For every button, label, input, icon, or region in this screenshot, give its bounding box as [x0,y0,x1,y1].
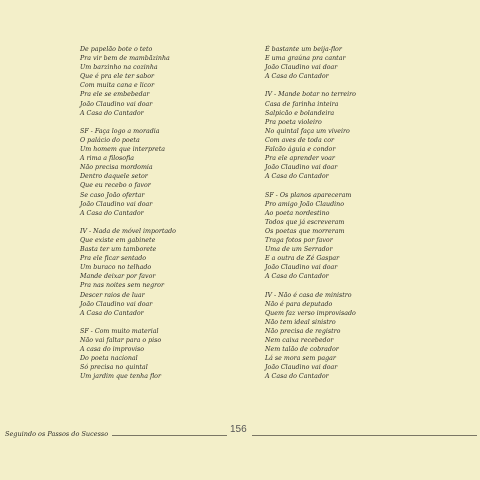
verse-line: Um buraco no telhado [80,264,152,272]
verse-line: Que existe em gabinete [80,236,156,244]
verse-line: A Casa do Cantador [265,173,329,181]
verse-line: João Claudino vai doar [265,164,338,172]
verse-line: Quem faz verso improvisado [265,309,356,317]
page-number: 156 [230,424,247,435]
verse-line: Não precisa de registro [265,327,341,335]
verse-line: A Casa do Cantador [265,73,329,81]
verse-line: Ao poeta nordestino [265,209,330,217]
verse-line: Basta ter um tamborete [80,246,157,254]
verse-line: Um jardim que tenha flor [80,373,161,381]
verse-line: Se caso João ofertar [80,191,145,199]
left-column [80,45,176,391]
footer-divider-right [252,435,477,436]
stanza [80,127,176,218]
verse-line: No quintal faça um viveiro [265,127,350,135]
verse-line: A Casa do Cantador [265,273,329,281]
verse-line: Um homem que interpreta [80,146,165,154]
verse-line: E a outra de Zé Gaspar [265,255,340,263]
verse-line: Descer raios de luar [80,291,145,299]
stanza [265,90,356,181]
verse-line: E uma graúna pra cantar [265,55,346,63]
verse-line: A Casa do Cantador [80,109,144,117]
verse-line: Uma de um Serrador [265,246,333,254]
verse-line: João Claudino vai doar [80,200,153,208]
verse-line: Não vai faltar para o piso [80,337,162,344]
verse-line: IV - Mande botar no terreiro [265,91,356,99]
verse-line: Dentro daquele setor [80,173,148,181]
verse-line: Pra poeta violeiro [265,118,322,126]
verse-line: Não tem ideal sinistro [265,318,336,326]
stanza [80,227,176,318]
verse-line: Pra vir bem de mambãzinha [80,55,170,63]
verse-line: Não é para deputado [265,300,333,308]
verse-line: João Claudino vai doar [265,64,338,72]
verse-line: Lá se mora sem pagar [265,355,336,363]
verse-line: João Claudino vai doar [80,300,153,308]
verse-line: A rima a filosofia [80,155,135,163]
verse-line: O palácio do poeta [80,136,140,144]
verse-line: SF - Faça logo a moradia [80,127,160,135]
verse-line: A Casa do Cantador [80,309,144,317]
verse-line: Que eu recebo o favor [80,182,151,190]
verse-line: Os poetas que morreram [265,227,345,235]
stanza [80,327,176,382]
verse-line: Pra ele se embebedar [80,91,150,99]
verse-line: De papelão bote o teto [80,46,153,53]
verse-line: Que é pra ele ter sabor [80,73,155,81]
verse-line: Nem talão de cobrador [265,346,339,354]
verse-line: Do poeta nacional [80,355,138,363]
verse-line: SF - Os planos apareceram [265,191,352,199]
footer-book-title: Seguindo os Passos do Sucesso [5,430,109,438]
verse-line: Com muita cana e licor [80,82,155,90]
verse-line: A Casa do Cantador [80,209,144,217]
verse-line: IV - Nada de móvel importado [80,227,176,235]
stanza [265,291,356,382]
verse-line: Todos que já escreveram [265,218,345,226]
stanza [265,45,356,81]
verse-line: É bastante um beija-flor [265,46,342,53]
verse-line: Casa de farinha inteira [265,100,339,108]
verse-line: Pra nas noites sem negror [80,282,164,290]
verse-line: Pra ele ficar sentado [80,255,147,263]
verse-line: Mande deixar por favor [80,273,156,281]
verse-line: SF - Com muito material [80,327,159,335]
verse-line: Um barzinho na cozinha [80,64,158,72]
verse-line: Pra ele aprender voar [265,155,335,163]
verse-line: Pro amigo João Claudino [265,200,344,208]
verse-line: Não precisa mordomia [80,164,153,172]
right-column [265,45,356,391]
verse-line: Nem caixa recebedor [265,337,334,344]
verse-line: A casa do improviso [80,346,145,354]
verse-line: Salpicão e bolandeira [265,109,335,117]
stanza [80,45,176,118]
verse-line: Traga fotos por favor [265,236,333,244]
verse-line: João Claudino vai doar [80,100,153,108]
stanza [265,191,356,282]
verse-line: João Claudino vai doar [265,364,338,372]
verse-line: João Claudino vai doar [265,264,338,272]
verse-line: Só precisa no quintal [80,364,148,372]
footer-divider-left [112,435,227,436]
verse-line: Com aves de toda cor [265,136,335,144]
verse-line: Falcão águia e condor [265,146,336,154]
verse-line: IV - Não é casa de ministro [265,291,352,299]
verse-line: A Casa do Cantador [265,373,329,381]
